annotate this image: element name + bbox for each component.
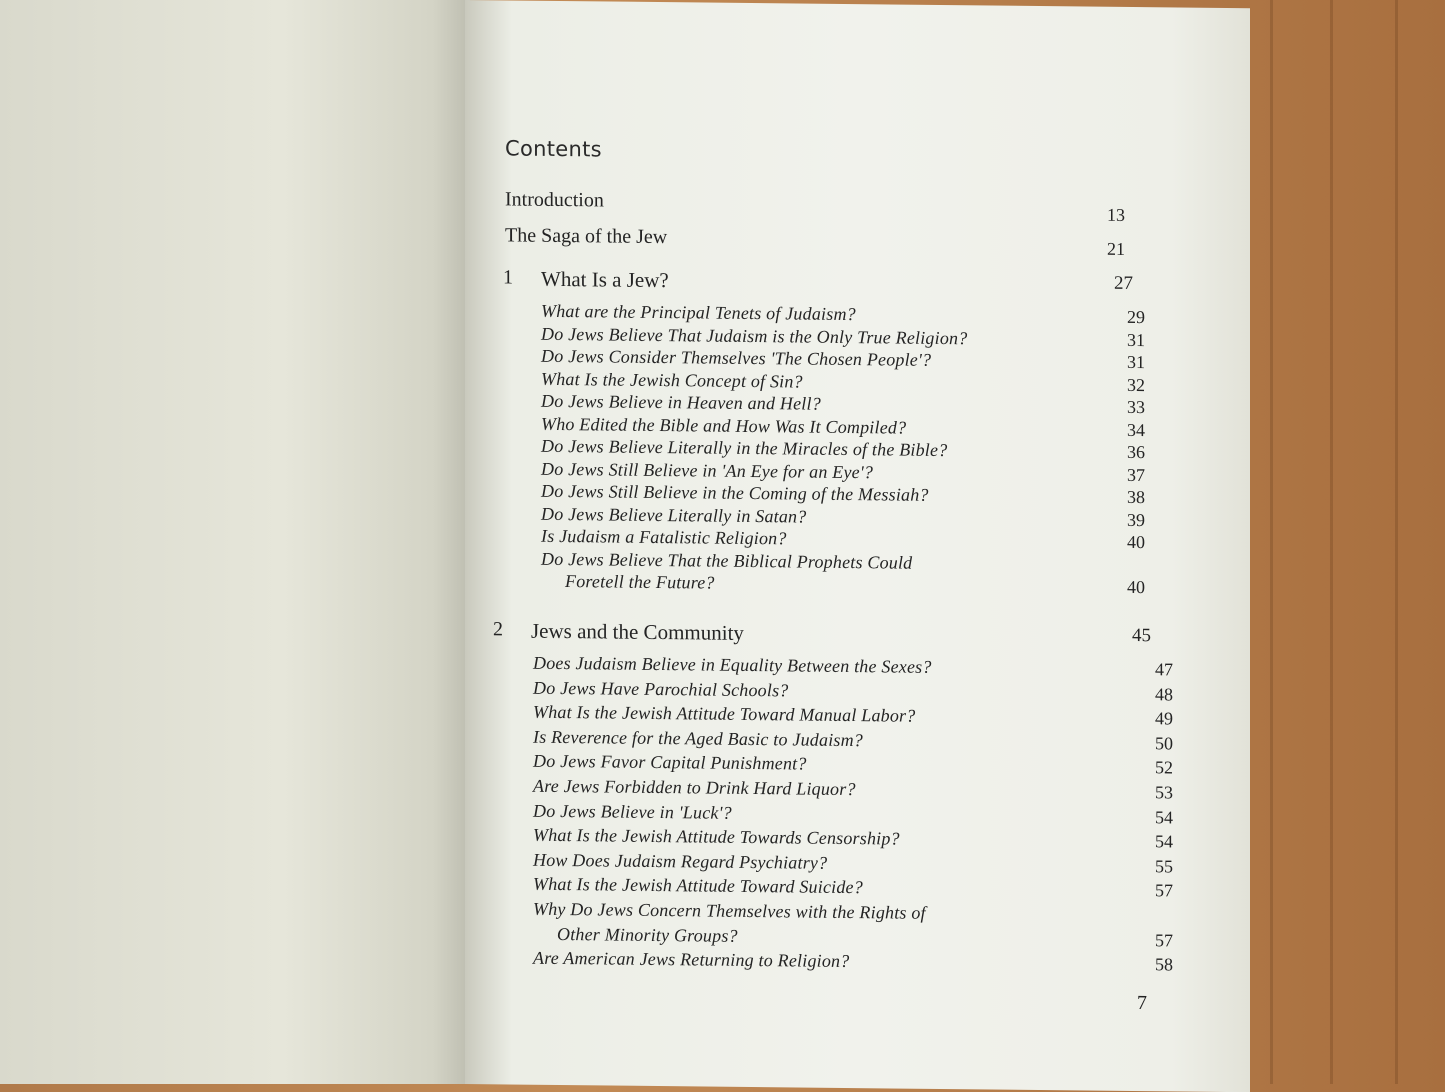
entry-title: The Saga of the Jew	[505, 224, 667, 249]
entry-page-number: 57	[1133, 880, 1173, 901]
entry-title: What Is the Jewish Concept of Sin?	[541, 369, 803, 393]
entry-page-number: 32	[1105, 375, 1145, 396]
entry-page-number: 48	[1133, 684, 1173, 705]
entry-title: Do Jews Favor Capital Punishment?	[533, 751, 807, 775]
entry-page-number: 31	[1105, 352, 1145, 373]
entry-title: Do Jews Believe Literally in the Miracles of the Bible?	[541, 436, 947, 461]
entry-page-number: 38	[1105, 487, 1145, 508]
entry-page-number: 29	[1105, 307, 1145, 328]
entry-page-number: 40	[1105, 577, 1145, 598]
entry-title: What Is a Jew?	[541, 267, 669, 293]
entry-page-number: 34	[1105, 420, 1145, 441]
entry-page-number: 54	[1133, 831, 1173, 852]
entry-page-number: 57	[1133, 930, 1173, 951]
entry-title: What are the Principal Tenets of Judaism?	[541, 301, 856, 325]
entry-page-number: 40	[1105, 532, 1145, 553]
entry-page-number: 50	[1133, 733, 1173, 754]
entry-title: Are American Jews Returning to Religion?	[533, 948, 849, 972]
entry-page-number: 53	[1133, 782, 1173, 803]
entry-title: Do Jews Believe in Heaven and Hell?	[541, 391, 821, 415]
entry-page-number: 54	[1133, 807, 1173, 828]
entry-page-number: 39	[1105, 510, 1145, 531]
entry-title: Do Jews Still Believe in the Coming of the Messiah?	[541, 481, 929, 506]
entry-page-number: 58	[1133, 954, 1173, 975]
entry-page-number: 31	[1105, 330, 1145, 351]
entry-title: Is Judaism a Fatalistic Religion?	[541, 526, 787, 550]
chapter-heading	[465, 618, 1250, 650]
entry-title: What Is the Jewish Attitude Toward Suicide?	[533, 874, 863, 898]
entry-page-number: 37	[1105, 465, 1145, 486]
entry-title: Other Minority Groups?	[557, 924, 738, 947]
entry-page-number: 36	[1105, 442, 1145, 463]
entry-title: Do Jews Consider Themselves 'The Chosen People'?	[541, 346, 931, 371]
entry-title: Do Jews Believe Literally in Satan?	[541, 504, 806, 528]
entry-title: What Is the Jewish Attitude Toward Manual Labor?	[533, 702, 915, 727]
entry-page-number: 21	[1085, 238, 1125, 259]
contents-heading: Contents	[505, 136, 602, 161]
entry-title: Jews and the Community	[531, 619, 744, 646]
entry-title: Is Reverence for the Aged Basic to Judaism?	[533, 727, 863, 751]
entry-title: Do Jews Have Parochial Schools?	[533, 678, 788, 702]
entry-title: Do Jews Believe That the Biblical Prophets Could	[541, 549, 912, 574]
entry-title: Introduction	[505, 188, 604, 212]
entry-page-number: 52	[1133, 757, 1173, 778]
entry-title: Do Jews Believe in 'Luck'?	[533, 801, 732, 824]
toc-entry	[465, 224, 1250, 256]
entry-page-number: 27	[1093, 273, 1133, 295]
entry-title: Foretell the Future?	[565, 571, 715, 594]
entry-title: Are Jews Forbidden to Drink Hard Liquor?	[533, 776, 856, 800]
page-number: 7	[1137, 992, 1147, 1015]
entry-page-number: 45	[1111, 625, 1151, 647]
entry-page-number: 13	[1085, 204, 1125, 225]
table-of-contents	[465, 0, 1250, 8]
entry-title: Who Edited the Bible and How Was It Compiled?	[541, 414, 906, 439]
entry-title: Do Jews Believe That Judaism is the Only True Religion?	[541, 324, 967, 349]
right-page	[465, 0, 1250, 1092]
left-page	[0, 0, 470, 1084]
entry-page-number: 47	[1133, 659, 1173, 680]
chapter-number: 2	[493, 618, 503, 641]
entry-title: Does Judaism Believe in Equality Between the Sexes?	[533, 653, 932, 678]
entry-title: Why Do Jews Concern Themselves with the Rights of	[533, 899, 926, 924]
entry-page-number: 33	[1105, 397, 1145, 418]
entry-page-number: 55	[1133, 856, 1173, 877]
entry-title: How Does Judaism Regard Psychiatry?	[533, 850, 827, 874]
toc-entry	[465, 188, 1250, 220]
chapter-heading	[465, 266, 1250, 298]
entry-title: Do Jews Still Believe in 'An Eye for an Eye'?	[541, 459, 873, 483]
chapter-number: 1	[503, 266, 513, 289]
entry-title: What Is the Jewish Attitude Towards Censorship?	[533, 825, 900, 850]
entry-page-number: 49	[1133, 708, 1173, 729]
